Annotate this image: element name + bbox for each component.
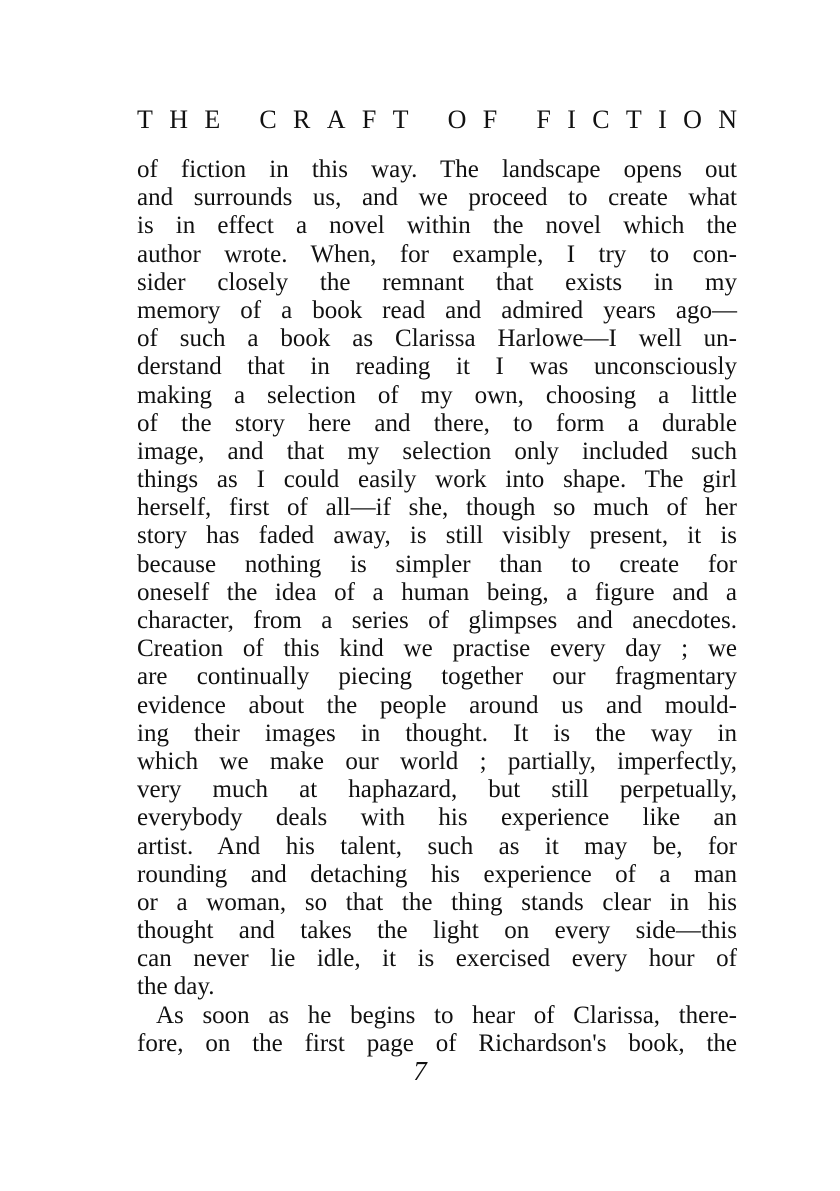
paragraph-2 (137, 1002, 737, 1058)
running-head-letter: C (592, 105, 610, 134)
text-line: sider closely the remnant that exists in my (137, 268, 737, 296)
text-line: the day. (137, 973, 215, 1001)
running-head-letter: I (658, 105, 667, 134)
running-head-letter: F (536, 105, 551, 134)
running-head-letter: R (293, 105, 311, 134)
text-line: oneself the idea of a human being, a figure and a (137, 578, 737, 606)
running-head-letter: C (259, 105, 277, 134)
running-head-letter (425, 100, 432, 140)
text-line: story has faded away, is still visibly present, it is (137, 522, 737, 550)
text-line: and surrounds us, and we proceed to create what (137, 184, 737, 212)
running-head-letter: H (169, 105, 188, 134)
running-head-letter: E (204, 105, 221, 134)
text-line: artist. And his talent, such as it may be, for (137, 832, 737, 860)
text-line: memory of a book read and admired years ago— (137, 296, 737, 324)
running-head-letter (514, 100, 521, 140)
text-line: which we make our world ; partially, imperfectly, (137, 747, 737, 775)
text-line: As soon as he begins to hear of Clarissa, there- (156, 1001, 737, 1029)
text-line: derstand that in reading it I was unconsciously (137, 353, 737, 381)
running-head-letter: T (137, 105, 153, 134)
running-head-letter (237, 100, 244, 140)
running-head-letter: A (326, 105, 346, 134)
running-head-letter: I (567, 105, 576, 134)
running-head (137, 100, 737, 140)
body-text (137, 156, 737, 1058)
text-line: are continually piecing together our fragmentary (137, 663, 737, 691)
running-head-letter: O (447, 105, 467, 134)
running-head-letter: T (392, 105, 409, 134)
text-line: is in effect a novel within the novel which the (137, 212, 737, 240)
running-head-letter: N (718, 105, 737, 134)
running-head-letter: F (482, 105, 498, 134)
page-number: 7 (413, 1056, 427, 1086)
text-line: things as I could easily work into shape. The girl (137, 466, 737, 494)
text-line: making a selection of my own, choosing a little (137, 381, 737, 409)
text-line: very much at haphazard, but still perpetually, (137, 776, 737, 804)
text-line: herself, first of all—if she, though so much of her (137, 494, 737, 522)
text-line: ing their images in thought. It is the way in (137, 719, 737, 747)
text-line: because nothing is simpler than to create for (137, 550, 737, 578)
text-line: Creation of this kind we practise every day ; we (137, 635, 737, 663)
text-line: or a woman, so that the thing stands clear in his (137, 888, 737, 916)
text-line: everybody deals with his experience like an (137, 804, 737, 832)
text-line: rounding and detaching his experience of a man (137, 860, 737, 888)
running-head-letter: F (361, 105, 377, 134)
text-line: image, and that my selection only included such (137, 437, 737, 465)
text-line: thought and takes the light on every side—this (137, 917, 737, 945)
text-line: of the story here and there, to form a durable (137, 409, 737, 437)
text-line: can never lie idle, it is exercised every hour of (137, 945, 737, 973)
text-line: author wrote. When, for example, I try to con- (137, 240, 737, 268)
running-head-letter: T (625, 105, 642, 134)
text-line: fore, on the first page of Richardson's book, the (137, 1029, 737, 1057)
running-head-letter: O (683, 105, 702, 134)
text-line: of such a book as Clarissa Harlowe—I well un- (137, 325, 737, 353)
text-line: character, from a series of glimpses and anecdotes. (137, 607, 737, 634)
text-line: evidence about the people around us and mould- (137, 691, 737, 719)
paragraph-1 (137, 156, 737, 1002)
text-line: of fiction in this way. The landscape opens out (137, 156, 737, 183)
